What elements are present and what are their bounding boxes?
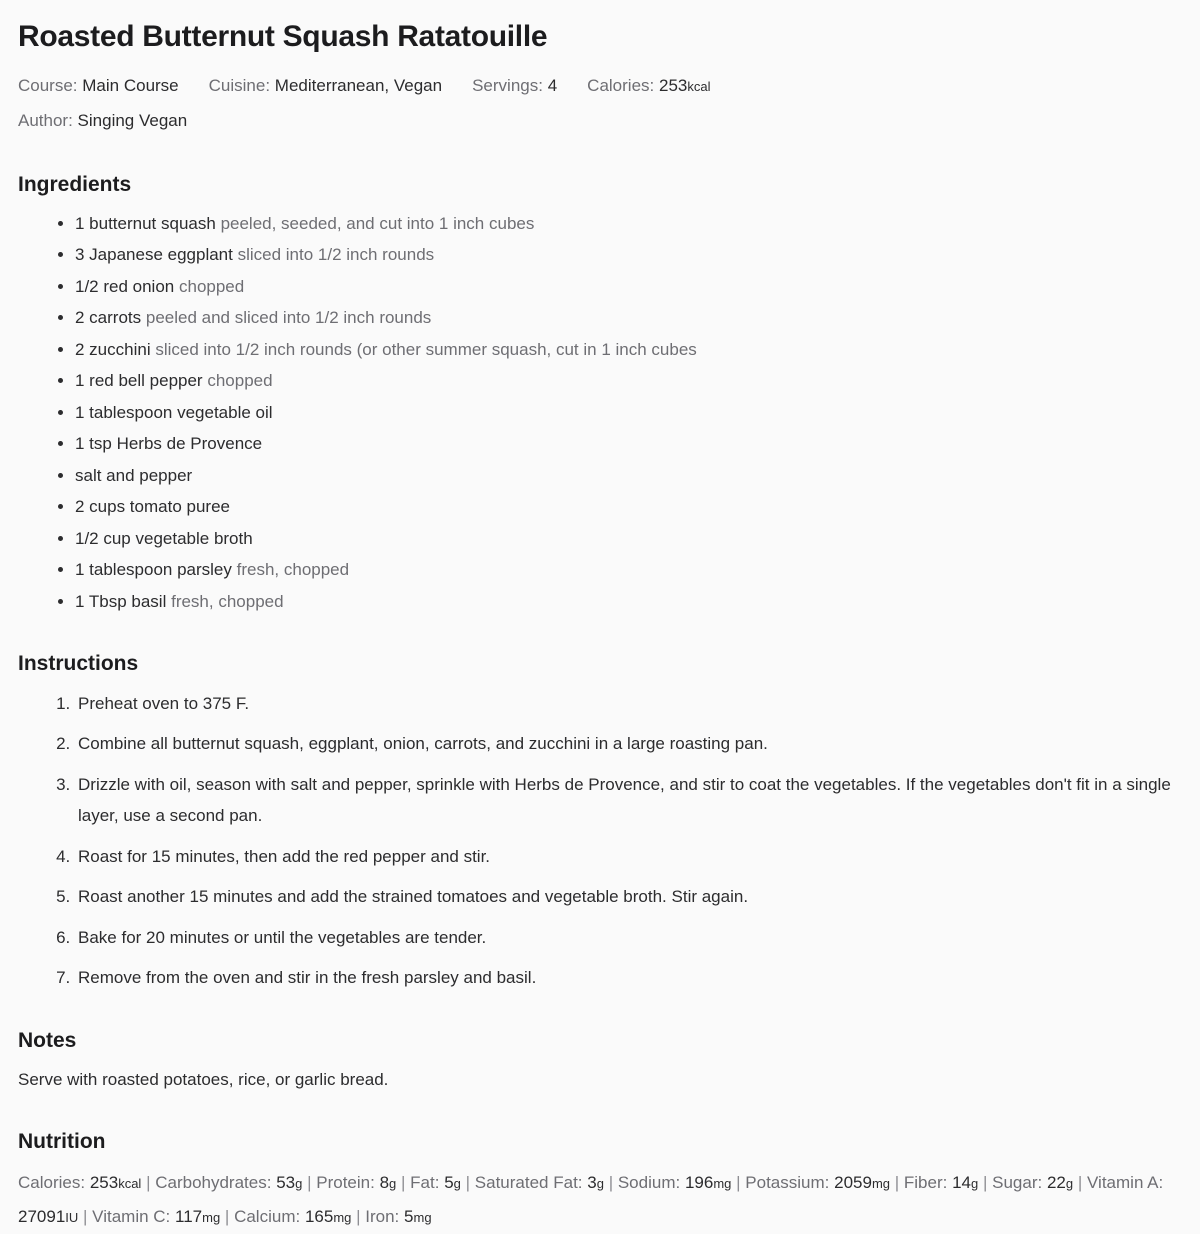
author-value: Singing Vegan	[77, 110, 188, 130]
servings-value: 4	[547, 75, 558, 95]
ingredient-note: fresh, chopped	[171, 591, 284, 611]
ingredient-item	[75, 491, 1182, 523]
nutrition-facts	[18, 1166, 1182, 1234]
instructions-list	[18, 688, 1182, 994]
ingredient-note: fresh, chopped	[236, 560, 350, 580]
nutrition-item: Calories: 253kcal	[18, 1172, 142, 1192]
ingredient-item	[75, 428, 1182, 460]
instruction-step: 6. Bake for 20 minutes or until the vegetables are tender.	[75, 922, 1182, 954]
ingredient-item	[75, 208, 1182, 240]
ingredient-item	[75, 271, 1182, 303]
nutrition-item: Calcium: 165mg	[234, 1206, 352, 1226]
instruction-step: 3. Drizzle with oil, season with salt and pepper, sprinkle with Herbs de Provence, and stir to coat the vegetables. If the vegetables don't fit in a single layer, use a second pan.	[75, 769, 1182, 832]
separator: |	[83, 1206, 88, 1226]
calories-label: Calories:	[587, 75, 655, 95]
separator: |	[465, 1172, 471, 1192]
meta-servings	[472, 76, 557, 95]
ingredient-item	[75, 460, 1182, 492]
separator: |	[608, 1172, 614, 1192]
recipe-meta-row-2	[18, 104, 1182, 138]
ingredient-item	[75, 239, 1182, 271]
separator: |	[224, 1206, 230, 1226]
ingredient-name: 1 tablespoon vegetable oil	[75, 402, 273, 422]
nutrition-item: Protein: 8g	[316, 1172, 397, 1192]
ingredient-note: chopped	[207, 371, 273, 391]
ingredient-item	[75, 397, 1182, 429]
separator: |	[894, 1172, 900, 1192]
instructions-heading: Instructions	[18, 652, 139, 676]
ingredient-name: 1 tsp Herbs de Provence	[75, 434, 263, 454]
ingredients-heading: Ingredients	[18, 172, 132, 196]
meta-author	[18, 111, 187, 130]
separator: |	[401, 1172, 406, 1192]
nutrition-item: Vitamin A: 27091IU	[18, 1172, 1164, 1226]
ingredient-name: 3 Japanese eggplant	[75, 245, 233, 265]
cuisine-label: Cuisine:	[208, 75, 271, 95]
ingredient-name: 2 zucchini	[75, 339, 151, 359]
calories-value: 253	[659, 75, 688, 95]
nutrition-item: Carbohydrates: 53g	[155, 1172, 303, 1192]
ingredient-name: 1/2 red onion	[75, 276, 175, 296]
ingredient-note: sliced into 1/2 inch rounds	[237, 245, 435, 265]
ingredient-name: 2 carrots	[75, 308, 142, 328]
nutrition-item: Fiber: 14g	[903, 1172, 979, 1192]
nutrition-item: Fat: 5g	[410, 1172, 461, 1192]
ingredient-note: chopped	[178, 276, 245, 296]
nutrition-item: Vitamin C: 117mg	[92, 1206, 221, 1226]
recipe-meta-row-1	[18, 69, 1182, 104]
instruction-step: 2. Combine all butternut squash, eggplant, onion, carrots, and zucchini in a large roasting pan.	[75, 728, 1182, 760]
ingredient-name: 1/2 cup vegetable broth	[75, 528, 253, 548]
calories-unit: kcal	[687, 78, 711, 94]
separator: |	[736, 1172, 741, 1192]
ingredient-name: 1 tablespoon parsley	[75, 560, 232, 580]
ingredient-item	[75, 523, 1182, 555]
nutrition-item: Saturated Fat: 3g	[474, 1172, 604, 1192]
nutrition-item: Potassium: 2059mg	[745, 1172, 890, 1192]
ingredient-note: sliced into 1/2 inch rounds (or other summer squash, cut in 1 inch cubes	[155, 339, 697, 359]
recipe-title: Roasted Butternut Squash Ratatouille	[18, 20, 548, 53]
separator: |	[307, 1172, 312, 1192]
ingredient-note: peeled and sliced into 1/2 inch rounds	[145, 308, 432, 328]
ingredient-name: 1 Tbsp basil	[75, 591, 167, 611]
instruction-step: 4. Roast for 15 minutes, then add the red pepper and stir.	[75, 841, 1182, 873]
ingredient-item	[75, 586, 1182, 618]
ingredient-item	[75, 554, 1182, 586]
ingredient-note: peeled, seeded, and cut into 1 inch cubes	[220, 213, 535, 233]
course-value: Main Course	[82, 75, 179, 95]
instruction-step: 5. Roast another 15 minutes and add the strained tomatoes and vegetable broth. Stir again.	[75, 881, 1182, 913]
notes-heading: Notes	[18, 1028, 77, 1052]
ingredient-item	[75, 302, 1182, 334]
course-label: Course:	[18, 75, 78, 95]
ingredient-item	[75, 365, 1182, 397]
instruction-step: 7. Remove from the oven and stir in the fresh parsley and basil.	[75, 962, 1182, 994]
cuisine-value: Mediterranean, Vegan	[274, 75, 443, 95]
servings-label: Servings:	[472, 75, 543, 95]
ingredient-name: 1 butternut squash	[75, 213, 216, 233]
nutrition-item: Iron: 5mg	[365, 1206, 432, 1226]
ingredient-name: 2 cups tomato puree	[75, 497, 230, 517]
meta-course	[18, 76, 179, 95]
ingredient-name: 1 red bell pepper	[75, 371, 203, 391]
separator: |	[982, 1172, 988, 1192]
ingredients-list	[18, 208, 1182, 618]
nutrition-item: Sugar: 22g	[992, 1172, 1074, 1192]
ingredient-item	[75, 334, 1182, 366]
meta-cuisine	[209, 76, 442, 95]
nutrition-item: Sodium: 196mg	[617, 1172, 732, 1192]
recipe-meta	[18, 69, 1182, 138]
separator: |	[146, 1172, 151, 1192]
separator: |	[356, 1206, 361, 1226]
meta-calories	[587, 76, 710, 95]
notes-text: Serve with roasted potatoes, rice, or garlic bread.	[18, 1069, 389, 1089]
instruction-step: 1. Preheat oven to 375 F.	[75, 688, 1182, 720]
nutrition-heading: Nutrition	[18, 1130, 106, 1154]
ingredient-name: salt and pepper	[75, 465, 193, 485]
author-label: Author:	[18, 110, 73, 130]
separator: |	[1077, 1172, 1083, 1192]
